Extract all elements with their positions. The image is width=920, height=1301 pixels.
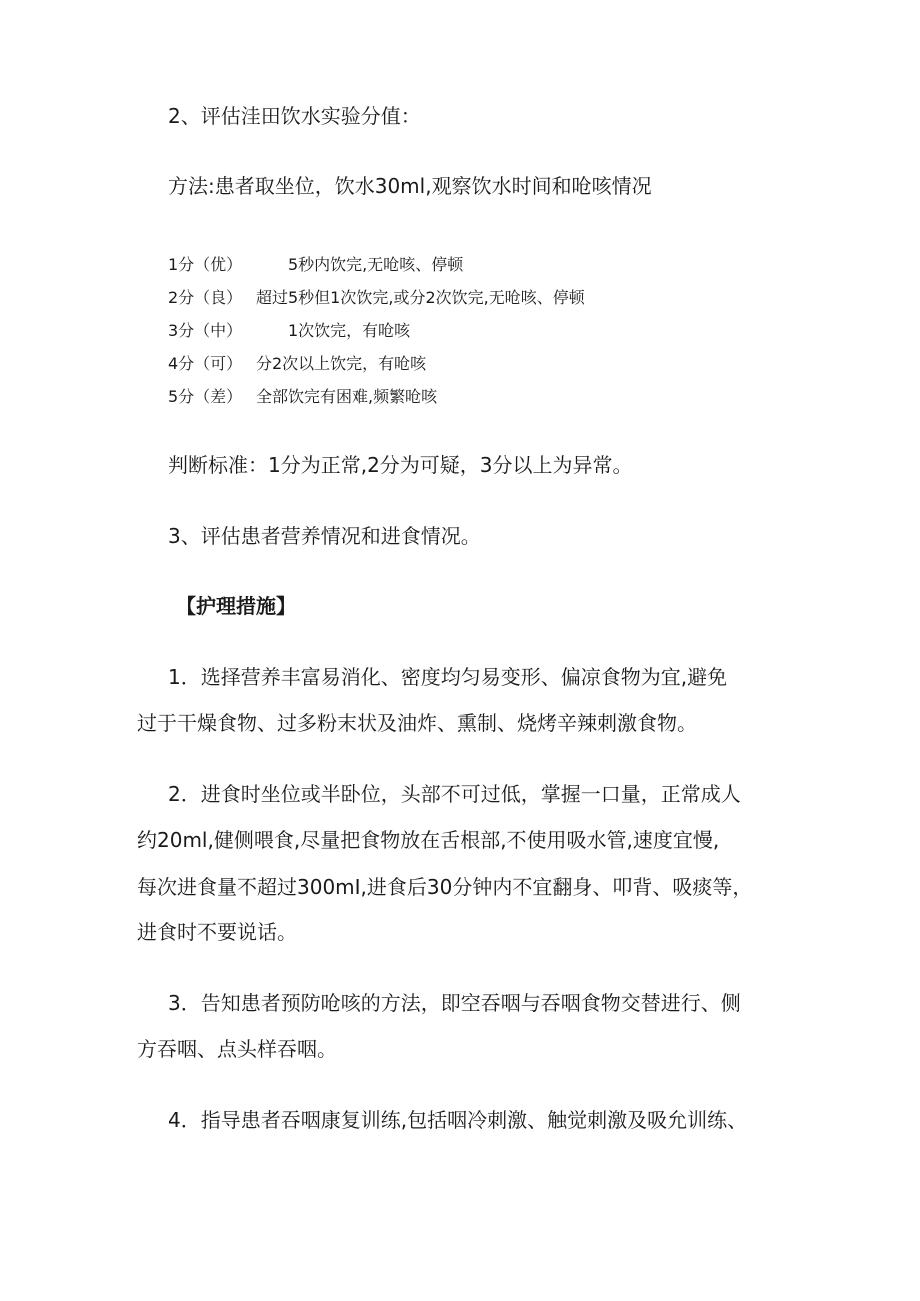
paragraph-line: 过于干燥食物、过多粉末状及油炸、熏制、烧烤辛辣刺激食物。 [137, 711, 697, 735]
score-row [168, 389, 437, 405]
paragraph-line: 4．指导患者吞咽康复训练,包括咽冷刺激、触觉刺激及吸允训练、 [168, 1108, 748, 1132]
paragraph-line: 每次进食量不超过300mI,进食后30分钟内不宜翻身、叩背、吸痰等， [137, 875, 753, 899]
score-row [168, 323, 410, 339]
section-2-heading: 2、评估洼田饮水实验分值： [168, 104, 421, 128]
score-label: 3分（中） [168, 321, 243, 340]
score-description: 全部饮完有困难,频繁呛咳 [256, 387, 438, 406]
score-row [168, 290, 585, 306]
score-description: 超过5秒但1次饮完,或分2次饮完,无呛咳、停顿 [256, 288, 585, 307]
score-description: 1次饮完，有呛咳 [288, 321, 411, 340]
method-description: 方法:患者取坐位，饮水30ml,观察饮水时间和呛咳情况 [168, 174, 652, 198]
nursing-measures-title: 【护理措施】 [176, 594, 296, 618]
score-row [168, 356, 426, 372]
score-row [168, 257, 463, 273]
paragraph-line: 3．告知患者预防呛咳的方法，即空吞咽与吞咽食物交替进行、侧 [168, 991, 741, 1015]
score-label: 2分（良） [168, 288, 243, 307]
score-description: 分2次以上饮完，有呛咳 [256, 354, 427, 373]
paragraph-line: 2．进食时坐位或半卧位，头部不可过低，掌握一口量，正常成人 [168, 782, 741, 806]
score-label: 4分（可） [168, 354, 243, 373]
paragraph-line: 方吞咽、点头样吞咽。 [137, 1037, 337, 1061]
score-label: 5分（差） [168, 387, 243, 406]
section-3-heading: 3、评估患者营养情况和进食情况。 [168, 524, 481, 548]
paragraph-line: 1．选择营养丰富易消化、密度均匀易变形、偏凉食物为宜,避免 [168, 665, 728, 689]
judgement-criteria: 判断标准：1分为正常,2分为可疑，3分以上为异常。 [168, 453, 633, 477]
paragraph-line: 进食时不要说话。 [137, 920, 297, 944]
score-label: 1分（优） [168, 255, 243, 274]
score-description: 5秒内饮完,无呛咳、停顿 [288, 255, 464, 274]
paragraph-line: 约20ml,健侧喂食,尽量把食物放在舌根部,不使用吸水管,速度宜慢, [137, 828, 720, 852]
